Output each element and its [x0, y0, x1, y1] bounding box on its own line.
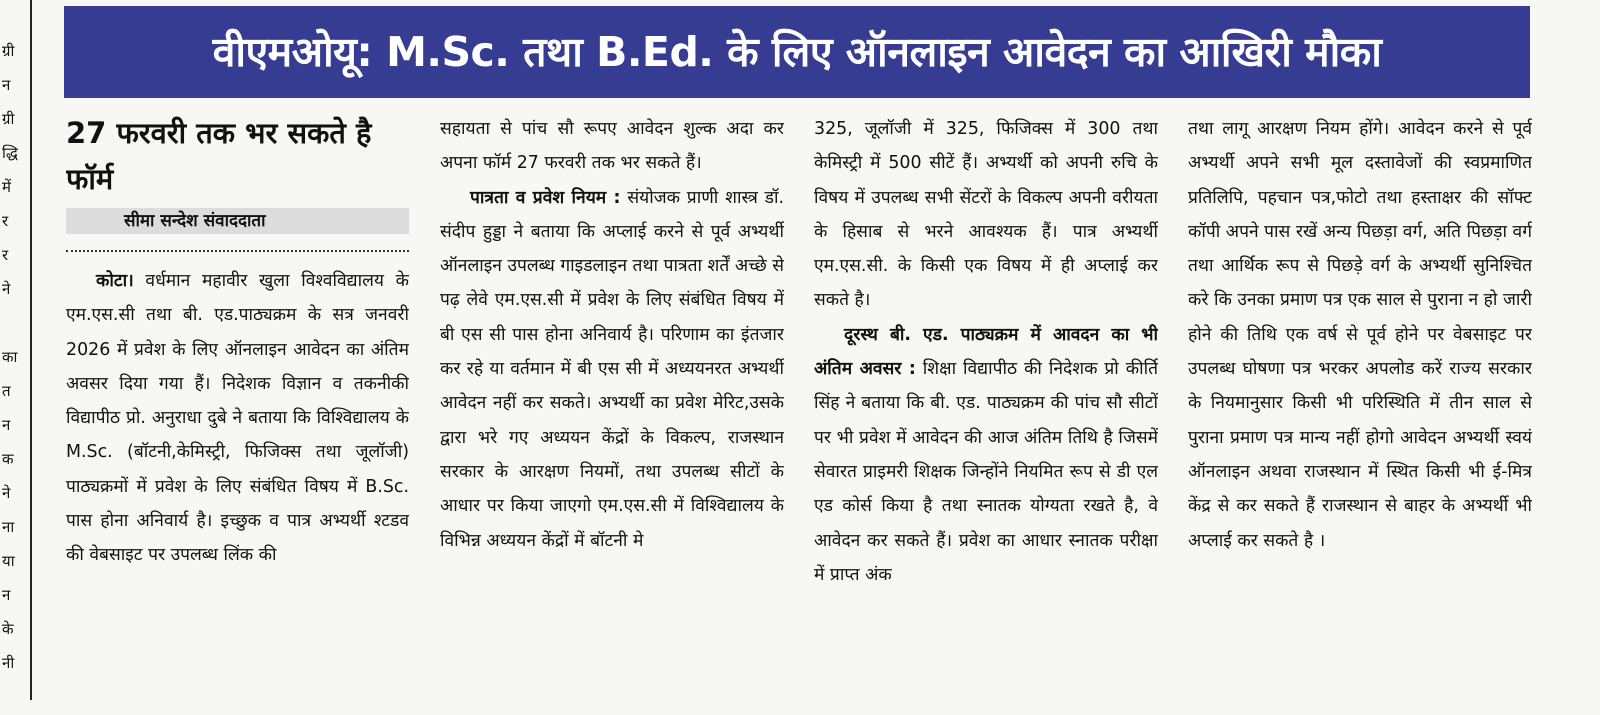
- headline-text: वीएमओयू: M.Sc. तथा B.Ed. के लिए ऑनलाइन आवेदन का आखिरी मौका: [212, 28, 1382, 76]
- dateline: कोटा।: [96, 271, 134, 291]
- section-title-eligibility: पात्रता व प्रवेश नियम :: [470, 187, 621, 208]
- previous-column-fragment: का: [2, 348, 18, 366]
- body-text: वर्धमान महावीर खुला विश्वविद्यालय के एम.एस.सी तथा बी. एड.पाठ्यक्रम के सत्र जनवरी 2026 में प्रवेश के लिए ऑनलाइन आवेदन का अंतिम अवसर दिया गया हैं। निदेशक विज्ञान व तकनीकी विद्यापीठ प्रो. अनुराधा दुबे ने बताया कि विश्विद्यालय के M.Sc. (बॉटनी,केमिस्ट्री, फिजिक्स तथा जूलॉजी) पाठ्यक्रमों में प्रवेश के लिए संबंधित विषय में B.Sc. पास होना अनिवार्य है। इच्छुक व पात्र अभ्यर्थी श्टडव की वेबसाइट पर उपलब्ध लिंक की: [66, 271, 409, 566]
- previous-column-fragment: न: [2, 76, 11, 94]
- body-paragraph-2: सहायता से पांच सौ रूपए आवेदन शुल्क अदा कर अपना फॉर्म 27 फरवरी तक भर सकते हैं।: [440, 119, 784, 174]
- body-text: संयोजक प्राणी शास्त्र डॉ. संदीप हुड्डा ने बताया कि अप्लाई करने से पूर्व अभ्यर्थी ऑनलाइन उपलब्ध गाइडलाइन तथा पात्रता शर्तें अच्छे से पढ़ लेवे एम.एस.सी में प्रवेश के लिए संबंधित विषय में बी एस सी पास होना अनिवार्य है। परिणाम का इंतजार कर रहे या वर्तमान में बी एस सी में अध्ययनरत अभ्यर्थी आवेदन नहीं कर सकते। अभ्यर्थी का प्रवेश मेरिट,उसके द्वारा भरे गए अध्ययन केंद्रों के विकल्प, राजस्थान सरकार के आरक्षण नियमों, तथा उपलब्ध सीटों के आधार पर किया जाएगो एम.एस.सी में विश्विद्यालय के विभिन्न अध्ययन केंद्रों में बॉटनी मे: [440, 187, 784, 551]
- previous-article-column-fragment: [0, 0, 32, 700]
- previous-column-fragment: ग्री: [2, 42, 15, 60]
- previous-column-fragment: द्धि: [2, 144, 18, 162]
- byline: सीमा सन्देश संवाददाता: [66, 208, 409, 234]
- previous-column-fragment: [0, 0, 30, 34]
- article-column-4: [1188, 112, 1532, 702]
- body-paragraph-6: तथा लागू आरक्षण नियम होंगे। आवेदन करने से पूर्व अभ्यर्थी अपने सभी मूल दस्तावेजों की स्वप्रमाणित प्रतिलिपि, पहचान पत्र,फोटो तथा हस्ताक्षर की सॉफ्ट कॉपी अपने पास रखें अन्य पिछड़ा वर्ग, अति पिछड़ा वर्ग तथा आर्थिक रूप से पिछड़े वर्ग के अभ्यर्थी सुनिश्चित करे कि उनका प्रमाण पत्र एक साल से पुराना न हो जारी होने की तिथि एक वर्ष से पूर्व होने पर वेबसाइट पर उपलब्ध घोषणा पत्र भरकर अपलोड करें राज्य सरकार के नियमानुसार किसी भी परिस्थिति में तीन साल से पुराना प्रमाण पत्र मान्य नहीं होगो आवेदन अभ्यर्थी स्वयं ऑनलाइन अथवा राजस्थान में स्थित किसी भी ई-मित्र केंद्र से कर सकते हैं राजस्थान से बाहर के अभ्यर्थी भी अप्लाई कर सकते है ।: [1188, 119, 1532, 551]
- subheading: 27 फरवरी तक भर सकते है फॉर्म: [66, 116, 372, 196]
- previous-column-fragment: नी: [2, 654, 15, 672]
- section-title-bed: दूरस्थ बी. एड. पाठ्यक्रम में आवदन का भी अंतिम अवसर :: [814, 324, 1158, 380]
- previous-column-fragment: ना: [2, 518, 15, 536]
- previous-column-fragment: र: [2, 246, 9, 264]
- previous-column-fragment: के: [2, 620, 14, 638]
- article-column-2: [440, 112, 784, 702]
- previous-column-fragment: न: [2, 416, 11, 434]
- body-paragraph-4: 325, जूलॉजी में 325, फिजिक्स में 300 तथा केमिस्ट्री में 500 सीटें हैं। अभ्यर्थी को अपनी रुचि के विषय में उपलब्ध सभी सेंटरों के विकल्प अपनी वरीयता के हिसाब से भरने आवश्यक हैं। पात्र अभ्यर्थी एम.एस.सी. के किसी एक विषय में ही अप्लाई कर सकते है।: [814, 119, 1158, 311]
- body-paragraph-1: [66, 264, 409, 573]
- previous-column-fragment: न: [2, 586, 11, 604]
- previous-column-fragment: ग्री: [2, 110, 15, 128]
- previous-column-fragment: ने: [2, 280, 11, 298]
- previous-column-fragment: र: [2, 212, 9, 230]
- body-paragraph-3: [440, 181, 784, 558]
- article-column-1: [66, 110, 409, 700]
- previous-column-fragment: में: [2, 178, 11, 196]
- previous-column-fragment: त: [2, 382, 11, 400]
- headline-banner: [64, 6, 1530, 98]
- previous-column-fragment: क: [2, 450, 14, 468]
- body-paragraph-5: [814, 318, 1158, 592]
- previous-column-fragment: या: [2, 552, 15, 570]
- dotted-divider: [66, 250, 409, 252]
- previous-column-fragment: ने: [2, 484, 11, 502]
- previous-column-fragment: [0, 306, 30, 340]
- article-column-3: [814, 112, 1158, 702]
- body-text: शिक्षा विद्यापीठ की निदेशक प्रो कीर्ति सिंह ने बताया कि बी. एड. पाठ्यक्रम की पांच सौ सीटों पर भी प्रवेश में आवेदन की आज अंतिम तिथि है जिसमें सेवारत प्राइमरी शिक्षक जिन्होंने नियमित रूप से डी एल एड कोर्स किया है तथा स्नातक योग्यता रखते है, वे आवेदन कर सकते हैं। प्रवेश का आधार स्नातक परीक्षा में प्राप्त अंक: [814, 359, 1158, 585]
